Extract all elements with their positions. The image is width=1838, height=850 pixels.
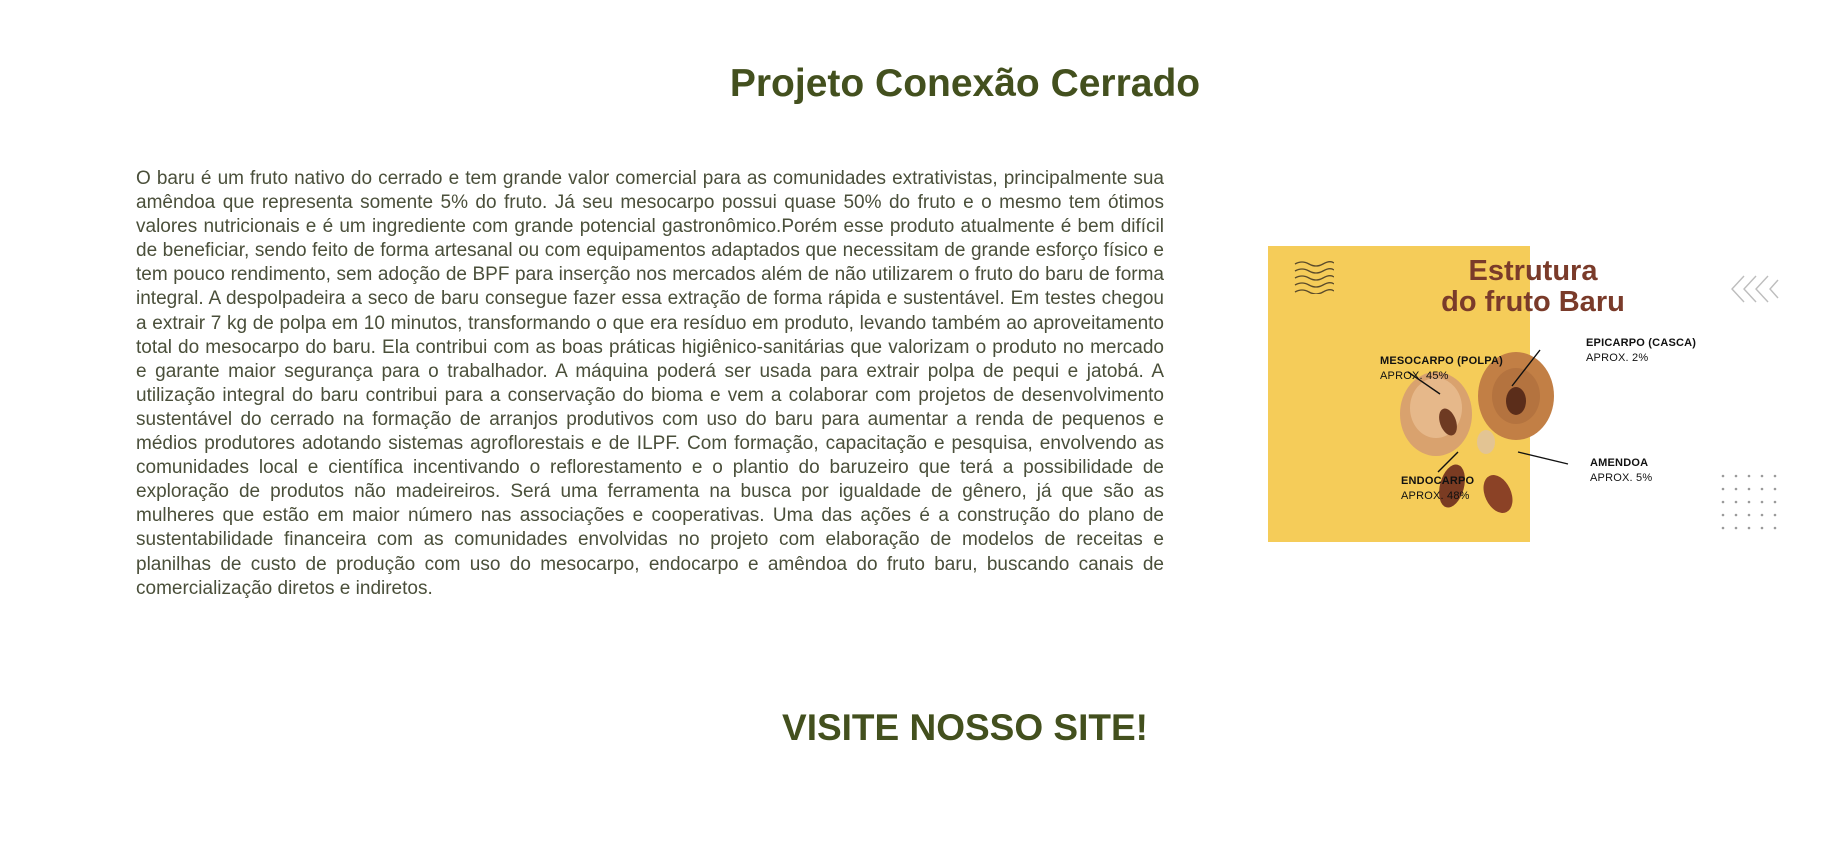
- dot-grid-icon: [1720, 472, 1784, 534]
- page-title: Projeto Conexão Cerrado: [729, 62, 1201, 105]
- baru-structure-infographic: [1268, 246, 1698, 542]
- label-endocarpo-name: ENDOCARPO: [1401, 475, 1475, 487]
- label-epicarpo: [1586, 336, 1696, 366]
- infographic-title-line2: do fruto Baru: [1441, 286, 1625, 318]
- label-epicarpo-pct: APROX. 2%: [1586, 352, 1649, 364]
- infographic-title-line1: Estrutura: [1468, 255, 1598, 287]
- chevrons-left-icon: [1730, 274, 1780, 304]
- baru-fruit-illustration: [1268, 246, 1698, 542]
- label-amendoa: [1590, 456, 1652, 486]
- label-endocarpo: [1401, 474, 1474, 504]
- label-mesocarpo-pct: APROX. 45%: [1380, 370, 1449, 382]
- project-description: O baru é um fruto nativo do cerrado e tem grande valor comercial para as comunidades extrativistas, principalmente sua amêndoa que representa somente 5% do fruto. Já seu mesocarpo possui quase 50% do fruto e o mesmo tem ótimos valores nutricionais e é um ingrediente com grande potencial gastronômico.Porém esse produto atualmente é bem difícil de beneficiar, sendo feito de forma artesanal ou com equipamentos adaptados que necessitam de grande esforço físico e tem pouco rendimento, sem adoção de BPF para inserção nos mercados além de não utilizarem o fruto do baru de forma integral. A despolpadeira a seco de baru consegue fazer essa extração de forma rápida e sustentável. Em testes chegou a extrair 7 kg de polpa em 10 minutos, transformando o que era resíduo em produto, levando também ao aproveitamento total do mesocarpo do baru. Ela contribui com as boas práticas higiênico-sanitárias que valorizam o produto no mercado e garante maior segurança para o trabalhador. A máquina poderá ser usada para extrair polpa de pequi e jatobá. A utilização integral do baru contribui para a conservação do bioma e vem a colaborar com projetos de desenvolvimento sustentável do cerrado na formação de arranjos produtivos com uso do baru para aumentar a renda de pequenos e médios produtores adotando sistemas agroflorestais e de ILPF. Com formação, capacitação e pesquisa, envolvendo as comunidades local e científica incentivando o reflorestamento e o plantio do baruzeiro que terá a possibilidade de exploração de produtos não madeireiros. Será uma ferramenta na busca por igualdade de gênero, já que são as mulheres que estão em maior número nas associações e cooperativas. Uma das ações é a construção do plano de sustentabilidade financeira com as comunidades envolvidas no projeto com elaboração de modelos de receitas e planilhas de custo de produção com uso do mesocarpo, endocarpo e amêndoa do fruto baru, buscando canais de comercialização diretos e indiretos.: [136, 168, 1164, 599]
- visit-site-link[interactable]: VISITE NOSSO SITE!: [782, 707, 1148, 748]
- label-amendoa-name: AMENDOA: [1590, 457, 1649, 469]
- label-mesocarpo-name: MESOCARPO (POLPA): [1380, 355, 1503, 367]
- label-endocarpo-pct: APROX. 48%: [1401, 490, 1470, 502]
- label-mesocarpo: [1380, 354, 1503, 384]
- label-epicarpo-name: EPICARPO (CASCA): [1586, 337, 1697, 349]
- label-amendoa-pct: APROX. 5%: [1590, 472, 1653, 484]
